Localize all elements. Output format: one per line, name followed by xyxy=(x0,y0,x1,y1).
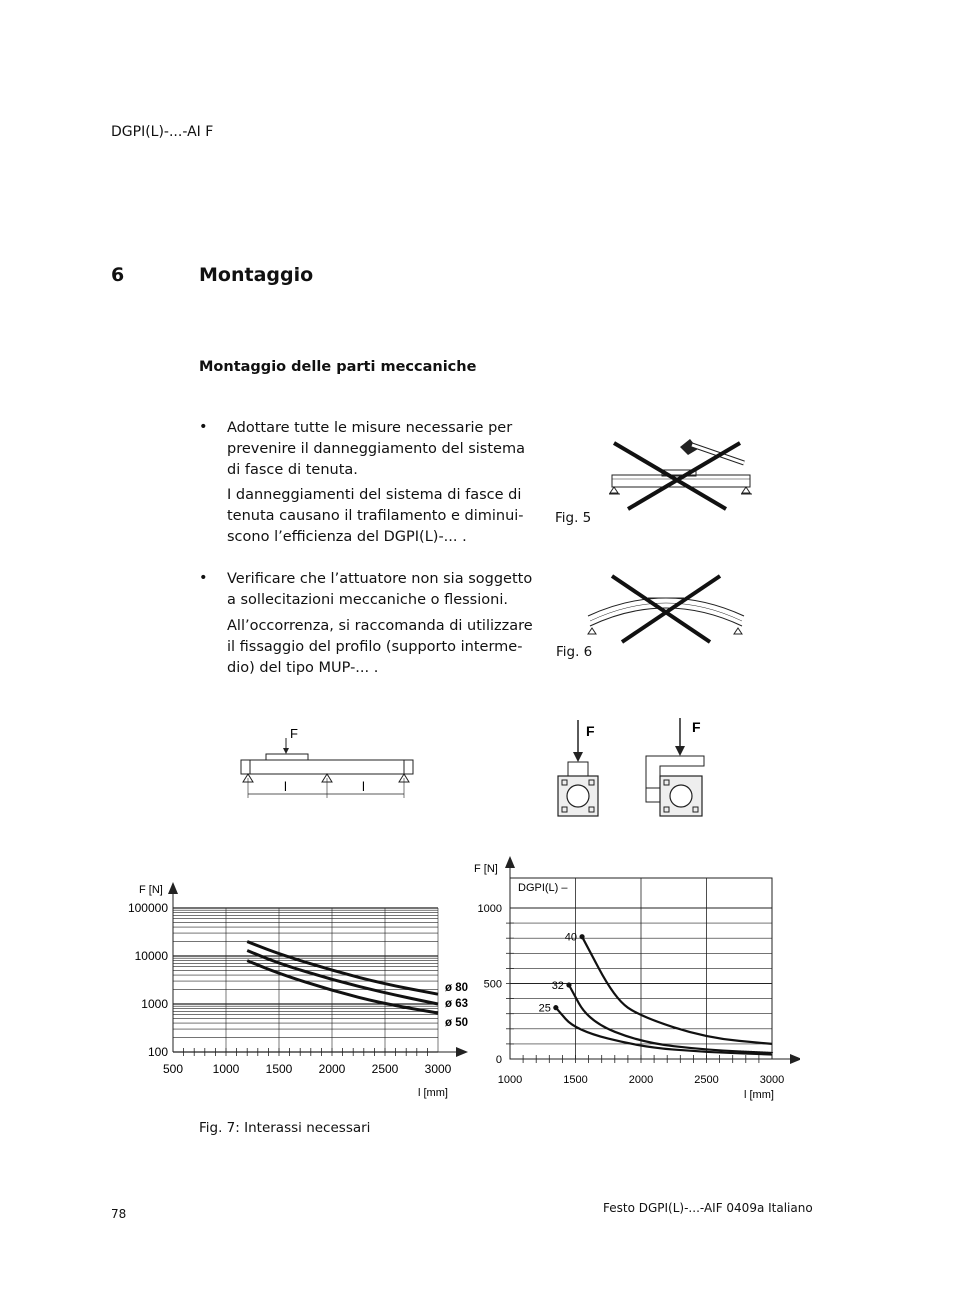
beam-span-label-1: l xyxy=(284,779,287,794)
instruction-1-note: I danneggiamenti del sistema di fasce di tenuta causano il trafilamento e diminui-scono l’efficienza del DGPI(L)-... . xyxy=(227,487,524,545)
chart1-series-label: ø 50 xyxy=(445,1016,469,1029)
fig6-label: Fig. 6 xyxy=(556,644,593,660)
fig5-label: Fig. 5 xyxy=(555,510,592,526)
chart1-x-tick-label: 1500 xyxy=(265,1062,293,1076)
chart1-x-axis-label: l [mm] xyxy=(418,1087,448,1099)
chart1-x-tick-label: 3000 xyxy=(424,1062,452,1076)
chart2-y-axis-arrow xyxy=(505,856,515,868)
chapter-number: 6 xyxy=(111,264,125,286)
instruction-1-text: Adottare tutte le misure necessarie per prevenire il danneggiamento del sistema di fasce di tenuta. xyxy=(227,420,525,478)
profile-mounting-diagram xyxy=(552,716,712,820)
chart1-series-label: ø 80 xyxy=(445,982,469,995)
chart2-series-label: 40 xyxy=(564,931,578,944)
chart1-y-axis-label: F [N] xyxy=(139,884,163,896)
chart1-x-tick-label: 2000 xyxy=(318,1062,346,1076)
instruction-2-text: Verificare che l’attuatore non sia soggetto a sollecitazioni meccaniche o flessioni. xyxy=(227,571,533,608)
chart2-y-axis-label: F [N] xyxy=(474,863,498,875)
chart2-series-start-dot xyxy=(553,1005,558,1010)
chart2-y-tick-label: 1000 xyxy=(477,903,502,915)
chart2-x-tick-label: 3000 xyxy=(759,1074,785,1086)
beam-span-label-2: l xyxy=(362,779,365,794)
fig6-bending-illustration xyxy=(582,572,750,646)
chart2-series-start-dot xyxy=(566,982,571,987)
profile-force-label-2: F xyxy=(692,719,701,735)
chart2-series-line xyxy=(569,985,772,1053)
chart1-y-tick-label: 100 xyxy=(147,1045,168,1059)
fig7-caption-text: : Interassi necessari xyxy=(235,1120,371,1136)
chart1-y-tick-label: 10000 xyxy=(134,949,168,963)
chart1-series-line xyxy=(247,961,438,1013)
chart2-y-tick-label: 0 xyxy=(495,1054,502,1066)
chart1-x-tick-label: 2500 xyxy=(371,1062,399,1076)
chart1-series-label: ø 63 xyxy=(445,998,469,1010)
chart2-x-tick-label: 2500 xyxy=(694,1074,719,1086)
chart-log-force-vs-span xyxy=(100,870,480,1110)
chart1-x-tick-label: 1000 xyxy=(212,1062,240,1076)
bullet-2: • xyxy=(199,570,208,586)
chart1-x-tick-label: 500 xyxy=(162,1062,184,1076)
chart1-y-tick-label: 1000 xyxy=(141,997,168,1011)
chart2-x-axis-label: l [mm] xyxy=(744,1089,774,1101)
section-title: Montaggio delle parti meccaniche xyxy=(199,359,477,375)
chart-linear-force-vs-span xyxy=(460,850,800,1110)
chart2-x-tick-label: 2000 xyxy=(628,1074,654,1086)
chart2-x-axis-arrow xyxy=(790,1054,800,1064)
instruction-2-note: All’occorrenza, si raccomanda di utilizzare il fissaggio del profilo (supporto interme-dio) del tipo MUP-... . xyxy=(227,618,533,676)
footer-doc-info: Festo DGPI(L)-...-AIF 0409a Italiano xyxy=(603,1201,813,1215)
fig5-hammer-damage-illustration xyxy=(606,433,758,513)
chart1-series-line xyxy=(247,951,438,1004)
chart2-x-tick-label: 1500 xyxy=(563,1074,588,1086)
bullet-1: • xyxy=(199,419,208,435)
chart2-title: DGPI(L) – xyxy=(518,882,568,894)
fig7-caption-number: Fig. 7 xyxy=(199,1120,236,1136)
chapter-title: Montaggio xyxy=(199,264,314,286)
chart2-series-label: 32 xyxy=(551,980,564,993)
chart1-series-line xyxy=(247,942,438,995)
chart2-series-label: 25 xyxy=(538,1002,551,1015)
beam-force-label: F xyxy=(290,726,298,741)
chart2-y-tick-label: 500 xyxy=(483,978,502,991)
document-code-header: DGPI(L)-...-AI F xyxy=(111,124,214,140)
chart2-series-start-dot xyxy=(579,934,584,939)
profile-force-label-1: F xyxy=(586,723,595,739)
chart1-y-tick-label: 100000 xyxy=(127,901,168,915)
chart2-x-tick-label: 1000 xyxy=(497,1074,523,1086)
page-number: 78 xyxy=(111,1207,127,1221)
fig7-caption xyxy=(199,1120,370,1136)
beam-support-diagram xyxy=(238,722,418,802)
chart2-series-line xyxy=(582,937,772,1044)
chart1-y-axis-arrow xyxy=(168,882,178,894)
